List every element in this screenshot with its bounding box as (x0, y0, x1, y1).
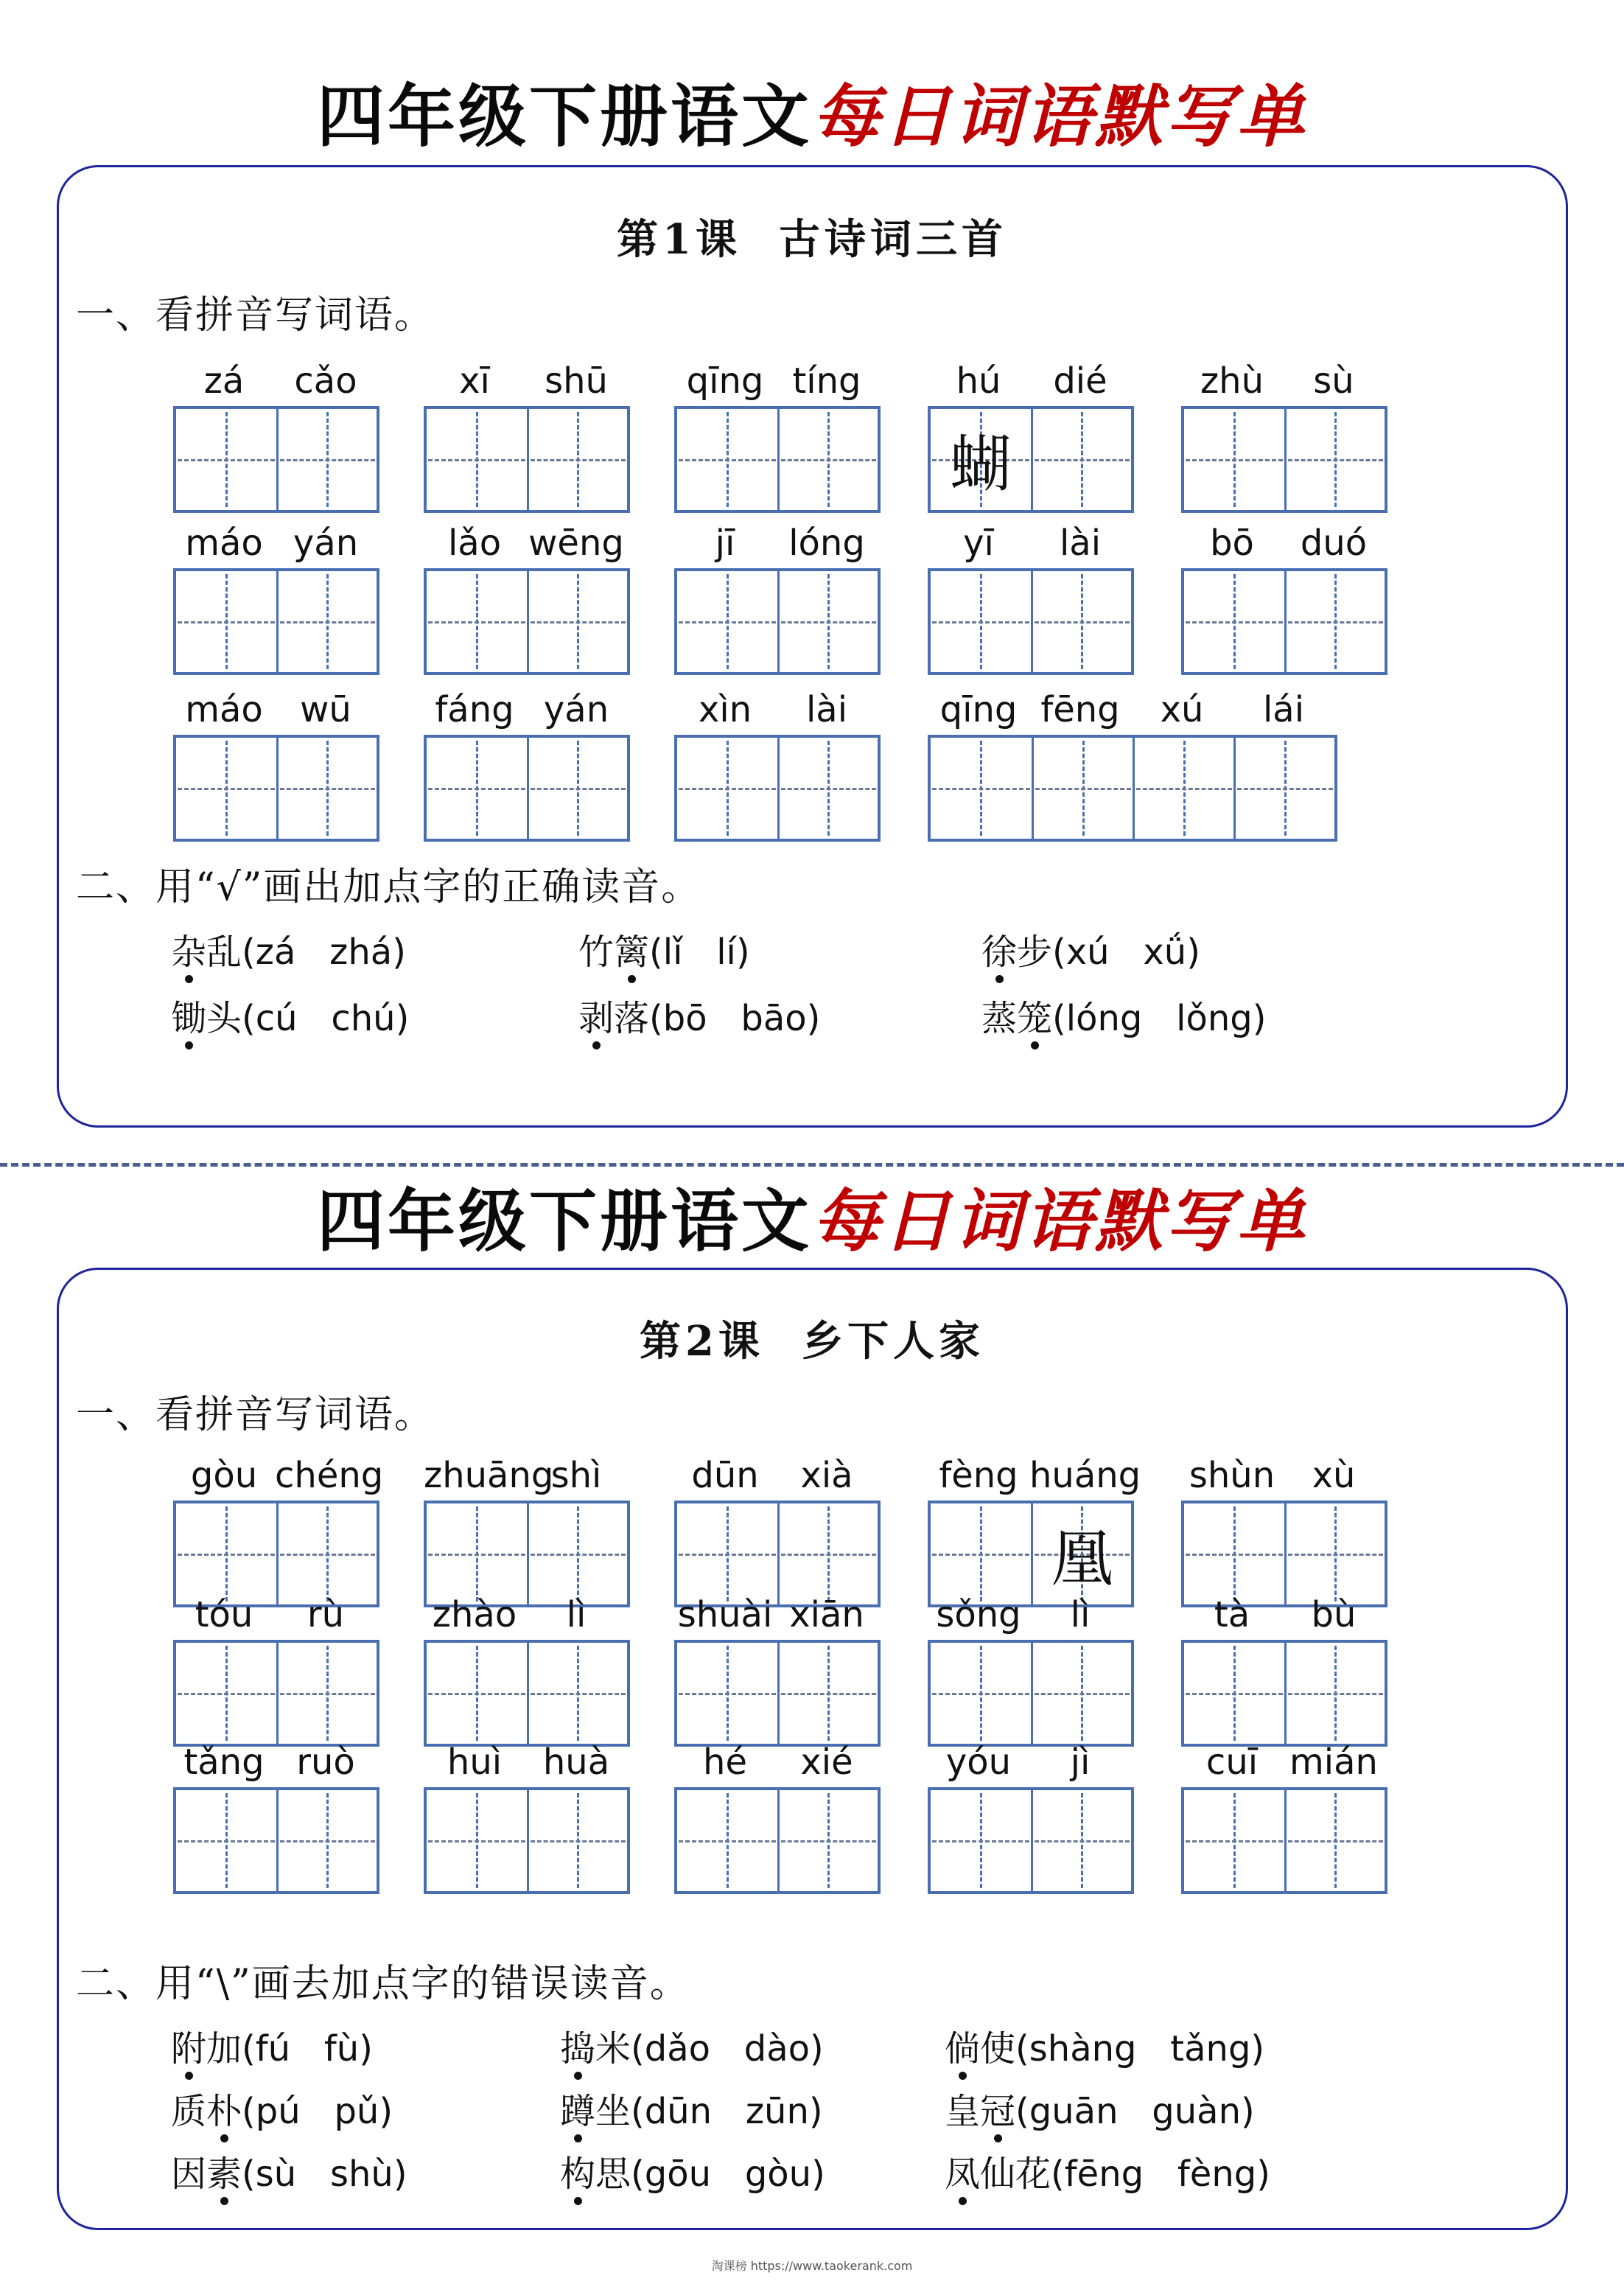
tianzige-cell[interactable] (427, 571, 527, 672)
paren-open: ( (242, 998, 256, 1039)
pinyin-label: yī (963, 523, 994, 564)
pinyin-label: rù (307, 1594, 345, 1635)
pinyin-label: mián (1289, 1742, 1378, 1783)
pinyin-label: xù (1312, 1455, 1356, 1496)
character: 竹 (578, 932, 615, 973)
writing-grid[interactable] (928, 1640, 1134, 1747)
paren-close: ) (1256, 2153, 1270, 2195)
tianzige-cell[interactable] (931, 409, 1031, 510)
pronunciation-item (560, 2089, 823, 2134)
paren-open: ( (242, 2091, 256, 2132)
reading-option[interactable]: bāo (741, 998, 807, 1039)
paren-close: ) (1252, 998, 1267, 1039)
tianzige-cell[interactable] (176, 738, 276, 839)
pinyin-label: yán (543, 689, 609, 730)
writing-grid[interactable] (173, 1787, 379, 1894)
paren-close: ) (808, 2091, 823, 2132)
tianzige-cell[interactable] (931, 1790, 1031, 1891)
pinyin-label: sù (1313, 360, 1354, 402)
quiz-word (981, 932, 1052, 973)
dotted-character: 冠 (980, 2091, 1016, 2132)
pinyin-label: gòu (190, 1455, 258, 1496)
tianzige-cell[interactable] (427, 1503, 527, 1604)
tianzige-cell[interactable] (176, 1503, 276, 1604)
character: 质 (171, 2091, 207, 2132)
pronunciation-item (560, 2152, 825, 2196)
tianzige-cell[interactable] (1031, 571, 1131, 672)
tianzige-cell[interactable] (931, 571, 1031, 672)
writing-grid[interactable] (1181, 1501, 1387, 1607)
character: 使 (980, 2028, 1016, 2069)
dotted-character: 素 (206, 2153, 242, 2195)
dotted-character: 构 (560, 2153, 596, 2195)
paren-close: ) (393, 2153, 407, 2195)
lesson-1-title: 第1课 古诗词三首 (617, 215, 1007, 264)
dotted-character: 凤 (945, 2153, 981, 2195)
writing-grid[interactable] (173, 568, 379, 675)
pronunciation-item (171, 2089, 393, 2134)
dotted-character: 附 (171, 2028, 207, 2069)
pinyin-label: xī (459, 360, 490, 402)
tianzige-cell[interactable] (1133, 738, 1233, 839)
reading-option[interactable]: dào (743, 2028, 811, 2069)
tianzige-cell[interactable] (931, 738, 1032, 839)
cut-line-divider (0, 1163, 1624, 1167)
quiz-word (945, 2153, 1051, 2195)
pinyin-label: máo (185, 523, 263, 564)
pinyin-label: bō (1210, 523, 1254, 564)
tianzige-cell[interactable] (276, 409, 377, 510)
dotted-character: 笼 (1017, 998, 1053, 1039)
paren-close: ) (1250, 2028, 1265, 2069)
tianzige-cell[interactable] (427, 1790, 527, 1891)
tianzige-cell[interactable] (1184, 1643, 1284, 1744)
reading-option[interactable]: fèng (1177, 2153, 1257, 2195)
character: 仙 (980, 2153, 1016, 2195)
pinyin-label: huà (542, 1742, 610, 1783)
paren-close: ) (806, 998, 821, 1039)
pinyin-label: jì (1070, 1742, 1091, 1783)
dotted-character: 锄 (171, 998, 207, 1039)
pronunciation-item (945, 2089, 1255, 2134)
pinyin-label: lǎo (447, 523, 502, 564)
pinyin-label: wēng (528, 523, 624, 564)
pronunciation-item (578, 996, 820, 1041)
pinyin-label: zá (203, 360, 245, 402)
tianzige-cell[interactable] (527, 571, 627, 672)
dotted-character: 篱 (614, 932, 650, 973)
pinyin-label: zhuāng (424, 1455, 554, 1496)
pinyin-label: tǎng (183, 1742, 265, 1783)
paren-close: ) (1186, 932, 1200, 973)
pronunciation-item (945, 2027, 1264, 2071)
pronunciation-item (560, 2027, 824, 2071)
reading-option[interactable]: cú (255, 998, 298, 1039)
pinyin-label: cuī (1205, 1742, 1259, 1783)
title-red-part: 每日词语默写单 (812, 1181, 1308, 1261)
quiz-word (171, 932, 242, 973)
writing-grid[interactable] (173, 406, 379, 513)
pronunciation-item (171, 2027, 373, 2071)
pronunciation-item (578, 930, 750, 974)
lesson-2-section2-heading: 二、用“\”画去加点字的错误读音。 (76, 1962, 690, 2006)
reading-option[interactable]: lǐ (662, 932, 683, 973)
reading-option[interactable]: shàng (1029, 2028, 1137, 2069)
writing-grid[interactable] (674, 568, 881, 675)
character: 头 (206, 998, 242, 1039)
paren-close: ) (811, 2153, 825, 2195)
writing-grid[interactable] (424, 735, 630, 842)
quiz-word (578, 998, 649, 1039)
character: 皇 (945, 2091, 981, 2132)
paren-close: ) (1241, 2091, 1255, 2132)
pinyin-label: shì (550, 1455, 602, 1496)
pinyin-label: zhào (432, 1594, 517, 1635)
reading-option[interactable]: shù (329, 2153, 393, 2195)
reading-option[interactable]: dǎo (644, 2028, 711, 2069)
pinyin-label: zhù (1200, 360, 1264, 402)
reading-option[interactable]: lí (716, 932, 736, 973)
reading-option[interactable]: guān (1029, 2091, 1119, 2132)
writing-grid[interactable] (1181, 1787, 1387, 1894)
pinyin-label: hú (956, 360, 1001, 402)
reading-option[interactable]: bō (662, 998, 707, 1039)
pinyin-label: lài (1059, 523, 1102, 564)
tianzige-cell[interactable] (1284, 571, 1385, 672)
pinyin-label: wū (300, 689, 351, 730)
character: 加 (206, 2028, 242, 2069)
reading-option[interactable]: lǒng (1176, 998, 1253, 1039)
tianzige-cell[interactable] (677, 1643, 777, 1744)
writing-grid[interactable] (173, 1501, 379, 1607)
hint-character: 凰 (1051, 1523, 1113, 1595)
reading-option[interactable]: gòu (744, 2153, 812, 2195)
tianzige-cell[interactable] (677, 1790, 777, 1891)
pinyin-label: lì (1070, 1594, 1091, 1635)
writing-grid[interactable] (1181, 406, 1387, 513)
quiz-word (560, 2153, 631, 2195)
pronunciation-item (945, 2152, 1270, 2196)
pronunciation-item (171, 2152, 407, 2196)
tianzige-cell[interactable] (427, 1643, 527, 1744)
tianzige-cell[interactable] (1184, 1790, 1284, 1891)
pinyin-label: jī (715, 523, 735, 564)
writing-grid[interactable] (173, 1640, 379, 1747)
pinyin-label: xìn (698, 689, 752, 730)
reading-option[interactable]: guàn (1152, 2091, 1242, 2132)
character: 因 (171, 2153, 207, 2195)
quiz-word (560, 2028, 631, 2069)
paren-open: ( (1052, 998, 1066, 1039)
pinyin-label: chéng (275, 1455, 384, 1496)
pinyin-label: lì (566, 1594, 587, 1635)
pinyin-label: duó (1300, 523, 1368, 564)
quiz-word (981, 998, 1052, 1039)
dotted-character: 捣 (560, 2028, 596, 2069)
title-red-part: 每日词语默写单 (812, 77, 1308, 156)
character: 落 (614, 998, 650, 1039)
pinyin-label: tíng (792, 360, 861, 402)
tianzige-cell[interactable] (427, 738, 527, 839)
pinyin-label: yóu (945, 1742, 1012, 1783)
pinyin-label: sǒng (936, 1594, 1021, 1635)
writing-grid[interactable] (674, 1640, 881, 1747)
writing-grid[interactable] (424, 1640, 630, 1747)
tianzige-cell[interactable] (176, 1643, 276, 1744)
writing-grid[interactable] (928, 735, 1337, 842)
hint-character: 蝴 (949, 428, 1012, 500)
character: 步 (1017, 932, 1053, 973)
reading-option[interactable]: dūn (644, 2091, 713, 2132)
pinyin-label: cǎo (294, 360, 357, 402)
character: 思 (595, 2153, 631, 2195)
reading-option[interactable]: xú (1065, 932, 1110, 973)
reading-option[interactable]: fēng (1064, 2153, 1144, 2195)
tianzige-cell[interactable] (1184, 409, 1284, 510)
tianzige-cell[interactable] (1031, 1790, 1131, 1891)
writing-grid[interactable] (928, 568, 1134, 675)
tianzige-cell[interactable] (1031, 1503, 1131, 1604)
writing-grid[interactable] (173, 735, 379, 842)
tianzige-cell[interactable] (1284, 1790, 1385, 1891)
tianzige-cell[interactable] (527, 1503, 627, 1604)
paren-open: ( (1015, 2028, 1029, 2069)
writing-grid[interactable] (424, 406, 630, 513)
pinyin-label: lái (1262, 689, 1305, 730)
reading-option[interactable]: zhá (329, 932, 393, 973)
title-black-part: 四年级下册语文 (316, 1181, 812, 1261)
dotted-character: 剥 (578, 998, 615, 1039)
pronunciation-item (981, 996, 1266, 1041)
quiz-word (171, 2091, 242, 2132)
reading-option[interactable]: zá (255, 932, 296, 973)
character: 米 (595, 2028, 631, 2069)
tianzige-cell[interactable] (677, 738, 777, 839)
dotted-character: 朴 (206, 2091, 242, 2132)
tianzige-cell[interactable] (1031, 409, 1131, 510)
tianzige-cell[interactable] (1284, 409, 1385, 510)
tianzige-cell[interactable] (1284, 1503, 1385, 1604)
tianzige-cell[interactable] (677, 1503, 777, 1604)
writing-grid[interactable] (1181, 1640, 1387, 1747)
writing-grid[interactable] (674, 406, 881, 513)
title-black-part: 四年级下册语文 (316, 77, 812, 156)
tianzige-cell[interactable] (1233, 738, 1334, 839)
pinyin-label: dūn (691, 1455, 759, 1496)
pinyin-label: máo (185, 689, 263, 730)
tianzige-cell[interactable] (677, 409, 777, 510)
pinyin-label: xié (800, 1742, 853, 1783)
paren-close: ) (359, 2028, 373, 2069)
reading-option[interactable]: gōu (644, 2153, 712, 2195)
writing-grid[interactable] (928, 1787, 1134, 1894)
footer-watermark: 淘课榜 https://www.taokerank.com (711, 2259, 913, 2273)
tianzige-cell[interactable] (931, 1503, 1031, 1604)
tianzige-cell[interactable] (276, 1503, 377, 1604)
dotted-character: 倘 (945, 2028, 981, 2069)
quiz-word (945, 2028, 1015, 2069)
lesson-2-section1-heading: 一、看拼音写词语。 (76, 1393, 435, 1437)
pinyin-label: shùn (1189, 1455, 1275, 1496)
tianzige-cell[interactable] (527, 738, 627, 839)
pinyin-label: huáng (1029, 1455, 1141, 1496)
lesson-2-title: 第2课 乡下人家 (640, 1317, 984, 1366)
worksheet-title-1 (0, 76, 1624, 157)
pinyin-label: qīng (686, 360, 764, 402)
reading-option[interactable]: tǎng (1170, 2028, 1251, 2069)
pinyin-label: xú (1160, 689, 1204, 730)
paren-close: ) (392, 932, 406, 973)
paren-open: ( (649, 932, 663, 973)
paren-open: ( (631, 2028, 645, 2069)
reading-option[interactable]: zūn (745, 2091, 809, 2132)
tianzige-cell[interactable] (527, 409, 627, 510)
reading-option[interactable]: fù (323, 2028, 360, 2069)
character: 乱 (206, 932, 242, 973)
paren-open: ( (649, 998, 663, 1039)
character: 蒸 (981, 998, 1018, 1039)
pinyin-label: tóu (195, 1594, 253, 1635)
pinyin-label: xiān (789, 1594, 864, 1635)
tianzige-cell[interactable] (1032, 738, 1133, 839)
paren-open: ( (1052, 932, 1066, 973)
tianzige-cell[interactable] (677, 571, 777, 672)
pinyin-label: ruò (296, 1742, 355, 1783)
writing-grid[interactable] (424, 1787, 630, 1894)
tianzige-cell[interactable] (1184, 1503, 1284, 1604)
tianzige-cell[interactable] (276, 738, 377, 839)
dotted-character: 蹲 (560, 2091, 596, 2132)
pinyin-label: lóng (788, 523, 865, 564)
tianzige-cell[interactable] (1031, 1643, 1131, 1744)
paren-open: ( (242, 932, 256, 973)
paren-close: ) (735, 932, 750, 973)
reading-option[interactable]: sù (255, 2153, 297, 2195)
tianzige-cell[interactable] (777, 1503, 878, 1604)
tianzige-cell[interactable] (176, 1790, 276, 1891)
pinyin-label: fēng (1040, 689, 1120, 730)
tianzige-cell[interactable] (777, 409, 878, 510)
lesson-1-section1-heading: 一、看拼音写词语。 (76, 293, 435, 338)
quiz-word (171, 2153, 242, 2195)
paren-close: ) (395, 998, 410, 1039)
quiz-word (945, 2091, 1015, 2132)
worksheet-title-2 (0, 1181, 1624, 1262)
tianzige-cell[interactable] (176, 571, 276, 672)
reading-option[interactable]: lóng (1065, 998, 1143, 1039)
paren-close: ) (379, 2091, 393, 2132)
pinyin-label: shū (545, 360, 608, 402)
quiz-word (578, 932, 649, 973)
character: 坐 (595, 2091, 631, 2132)
quiz-word (560, 2091, 631, 2132)
reading-option[interactable]: fú (255, 2028, 291, 2069)
paren-open: ( (631, 2153, 645, 2195)
paren-close: ) (810, 2028, 824, 2069)
pronunciation-item (171, 930, 406, 974)
quiz-word (171, 998, 242, 1039)
pinyin-label: yán (293, 523, 359, 564)
character: 花 (1015, 2153, 1051, 2195)
pinyin-label: xià (800, 1455, 853, 1496)
pinyin-label: hé (703, 1742, 747, 1783)
writing-grid[interactable] (928, 406, 1134, 513)
reading-option[interactable]: xǘ (1143, 932, 1187, 973)
writing-grid[interactable] (674, 735, 881, 842)
pronunciation-item (981, 930, 1200, 974)
paren-open: ( (242, 2153, 256, 2195)
tianzige-cell[interactable] (276, 1643, 377, 1744)
pinyin-label: huì (447, 1742, 503, 1783)
dotted-character: 杂 (171, 932, 207, 973)
paren-open: ( (1051, 2153, 1065, 2195)
writing-grid[interactable] (424, 1501, 630, 1607)
tianzige-cell[interactable] (527, 1643, 627, 1744)
tianzige-cell[interactable] (777, 571, 878, 672)
tianzige-cell[interactable] (777, 1790, 878, 1891)
tianzige-cell[interactable] (931, 1643, 1031, 1744)
pinyin-label: bù (1311, 1594, 1357, 1635)
tianzige-cell[interactable] (176, 409, 276, 510)
dotted-character: 徐 (981, 932, 1018, 973)
pinyin-label: fèng (939, 1455, 1018, 1496)
tianzige-cell[interactable] (1284, 1643, 1385, 1744)
tianzige-cell[interactable] (276, 1790, 377, 1891)
paren-open: ( (631, 2091, 645, 2132)
writing-grid[interactable] (1181, 568, 1387, 675)
writing-grid[interactable] (674, 1501, 881, 1607)
tianzige-cell[interactable] (276, 571, 377, 672)
tianzige-cell[interactable] (527, 1790, 627, 1891)
writing-grid[interactable] (674, 1787, 881, 1894)
pinyin-label: fáng (435, 689, 514, 730)
quiz-word (171, 2028, 242, 2069)
pinyin-label: dié (1053, 360, 1107, 402)
pinyin-label: lài (805, 689, 848, 730)
reading-option[interactable]: pǔ (334, 2091, 379, 2132)
tianzige-cell[interactable] (427, 409, 527, 510)
reading-option[interactable]: pú (255, 2091, 301, 2132)
paren-open: ( (242, 2028, 256, 2069)
pinyin-label: shuài (677, 1594, 773, 1635)
paren-open: ( (1015, 2091, 1029, 2132)
tianzige-cell[interactable] (777, 738, 878, 839)
lesson-1-section2-heading: 二、用“√”画出加点字的正确读音。 (76, 865, 701, 909)
writing-grid[interactable] (928, 1501, 1134, 1607)
writing-grid[interactable] (424, 568, 630, 675)
pronunciation-item (171, 996, 409, 1041)
tianzige-cell[interactable] (777, 1643, 878, 1744)
tianzige-cell[interactable] (1184, 571, 1284, 672)
pinyin-label: qīng (939, 689, 1018, 730)
reading-option[interactable]: chú (331, 998, 396, 1039)
pinyin-label: tà (1214, 1594, 1250, 1635)
